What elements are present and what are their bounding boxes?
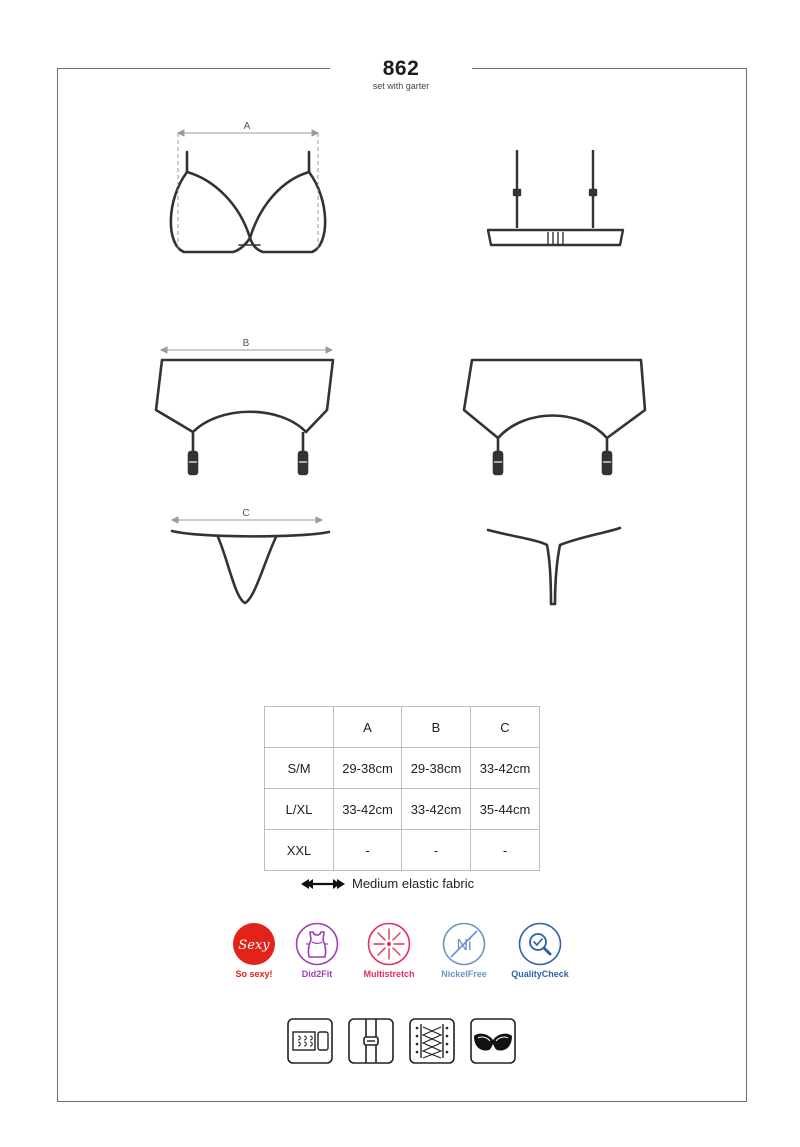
dress-icon bbox=[295, 922, 339, 966]
thong-back-drawing bbox=[488, 528, 620, 604]
fabric-note-text: Medium elastic fabric bbox=[352, 876, 475, 891]
sexy-badge-text: Sexy bbox=[238, 938, 270, 953]
size-value: 33-42cm bbox=[334, 789, 402, 830]
size-value: 33-42cm bbox=[471, 748, 540, 789]
bra-front-drawing bbox=[171, 152, 325, 252]
size-table-header-a: A bbox=[334, 707, 402, 748]
thong-front-drawing bbox=[172, 531, 329, 603]
badge-label: So sexy! bbox=[235, 969, 273, 979]
badge-label: Did2Fit bbox=[301, 969, 333, 979]
badge-label: NickelFree bbox=[441, 969, 487, 979]
size-value: 33-42cm bbox=[402, 789, 471, 830]
double-arrow-icon bbox=[300, 878, 346, 890]
padded-cups-icon bbox=[470, 1018, 516, 1064]
product-code: 862 bbox=[382, 57, 420, 80]
size-value: 35-44cm bbox=[471, 789, 540, 830]
size-table-header-row bbox=[265, 707, 540, 748]
badge-did2fit bbox=[277, 922, 357, 979]
size-table-corner bbox=[265, 707, 334, 748]
lace-up-icon bbox=[409, 1018, 455, 1064]
size-value: 29-38cm bbox=[402, 748, 471, 789]
table-row bbox=[265, 748, 540, 789]
table-row bbox=[265, 830, 540, 871]
stretch-arrows-icon bbox=[367, 922, 411, 966]
badge-multistretch bbox=[349, 922, 429, 979]
size-value: - bbox=[334, 830, 402, 871]
badge-label: Multistretch bbox=[363, 969, 415, 979]
dimension-b-label: B bbox=[242, 338, 250, 349]
dimension-a-label: A bbox=[243, 121, 251, 132]
size-table-header-b: B bbox=[402, 707, 471, 748]
size-value: - bbox=[471, 830, 540, 871]
hook-eye-closure-icon bbox=[287, 1018, 333, 1064]
size-label: L/XL bbox=[265, 789, 334, 830]
fabric-note bbox=[300, 876, 474, 891]
nickel-free-text: Ni bbox=[456, 937, 472, 954]
size-label: S/M bbox=[265, 748, 334, 789]
size-value: - bbox=[402, 830, 471, 871]
sexy-badge-icon bbox=[232, 922, 276, 966]
garter-belt-front-drawing bbox=[156, 360, 333, 474]
size-table-header-c: C bbox=[471, 707, 540, 748]
table-row bbox=[265, 789, 540, 830]
nickel-free-icon bbox=[442, 922, 486, 966]
product-subtitle: set with garter bbox=[372, 81, 430, 91]
bra-back-drawing bbox=[488, 150, 623, 245]
adjustable-strap-icon bbox=[348, 1018, 394, 1064]
dimension-c-label: C bbox=[242, 508, 250, 519]
badge-nickel-free bbox=[424, 922, 504, 979]
size-label: XXL bbox=[265, 830, 334, 871]
size-table bbox=[264, 706, 540, 871]
garter-belt-back-drawing bbox=[464, 360, 645, 474]
magnifier-check-icon bbox=[518, 922, 562, 966]
size-value: 29-38cm bbox=[334, 748, 402, 789]
badge-label: QualityCheck bbox=[511, 969, 569, 979]
badge-quality-check bbox=[500, 922, 580, 979]
